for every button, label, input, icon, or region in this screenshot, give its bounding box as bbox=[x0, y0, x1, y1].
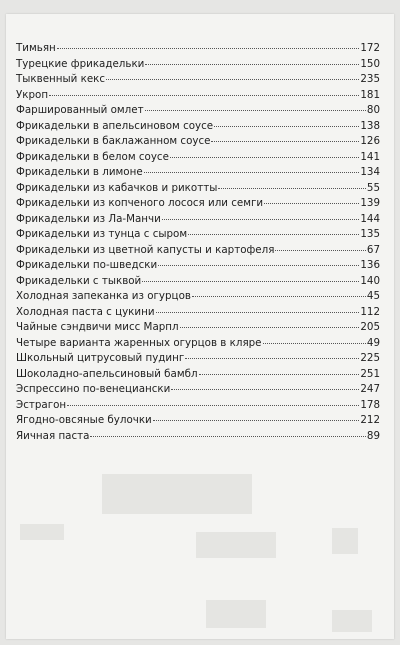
toc-entry-page-number: 80 bbox=[366, 104, 380, 117]
toc-entry bbox=[16, 258, 380, 274]
toc-dot-leader bbox=[264, 203, 359, 204]
toc-dot-leader bbox=[199, 374, 360, 375]
toc-entry bbox=[16, 150, 380, 166]
toc-entry-page-number: 247 bbox=[360, 383, 380, 396]
book-page bbox=[6, 14, 394, 639]
toc-entry-title: Фрикадельки в белом соусе bbox=[16, 150, 169, 163]
toc-entry-title: Тимьян bbox=[16, 42, 56, 54]
toc-entry-page-number: 172 bbox=[360, 42, 380, 54]
toc-entry bbox=[16, 41, 380, 57]
toc-entry bbox=[16, 165, 380, 181]
toc-entry-title: Фрикадельки из тунца с сыром bbox=[16, 228, 188, 241]
toc-entry-page-number: 89 bbox=[366, 429, 380, 442]
toc-entry bbox=[16, 336, 380, 352]
toc-entry-title: Фрикадельки с тыквой bbox=[16, 274, 142, 287]
toc-entry-title: Эспрессино по-венециански bbox=[16, 383, 171, 396]
toc-dot-leader bbox=[158, 265, 359, 266]
toc-entry bbox=[16, 274, 380, 290]
toc-entry bbox=[16, 181, 380, 197]
toc-entry bbox=[16, 227, 380, 243]
toc-entry bbox=[16, 212, 380, 228]
toc-entry-title: Фрикадельки из копченого лосося или семги bbox=[16, 197, 264, 210]
toc-entry-title: Ягодно-овсяные булочки bbox=[16, 414, 152, 427]
toc-entry bbox=[16, 72, 380, 88]
toc-entry-title: Фрикадельки из кабачков и рикотты bbox=[16, 181, 218, 194]
toc-entry-title: Фрикадельки в баклажанном соусе bbox=[16, 135, 211, 148]
toc-entry-page-number: 67 bbox=[366, 243, 380, 256]
toc-dot-leader bbox=[144, 172, 360, 173]
toc-entry-title: Холодная паста с цукини bbox=[16, 305, 155, 318]
toc-entry-page-number: 55 bbox=[366, 181, 380, 194]
toc-entry-page-number: 251 bbox=[360, 367, 380, 380]
toc-entry bbox=[16, 429, 380, 445]
toc-entry bbox=[16, 398, 380, 414]
toc-entry-page-number: 235 bbox=[360, 73, 380, 86]
toc-entry bbox=[16, 196, 380, 212]
toc-entry-page-number: 112 bbox=[360, 305, 380, 318]
toc-entry-page-number: 139 bbox=[360, 197, 380, 210]
toc-entry-title: Фрикадельки по-шведски bbox=[16, 259, 158, 272]
toc-dot-leader bbox=[170, 157, 359, 158]
toc-dot-leader bbox=[145, 110, 366, 111]
toc-dot-leader bbox=[171, 389, 359, 390]
toc-entry-title: Тыквенный кекс bbox=[16, 73, 106, 86]
toc-dot-leader bbox=[185, 358, 359, 359]
toc-entry bbox=[16, 413, 380, 429]
toc-entry bbox=[16, 305, 380, 321]
toc-entry-page-number: 181 bbox=[360, 88, 380, 101]
toc-entry-title: Укроп bbox=[16, 88, 49, 101]
toc-entry bbox=[16, 351, 380, 367]
toc-entry-page-number: 144 bbox=[360, 212, 380, 225]
toc-dot-leader bbox=[211, 141, 359, 142]
toc-entry bbox=[16, 320, 380, 336]
toc-entry bbox=[16, 382, 380, 398]
toc-entry-page-number: 140 bbox=[360, 274, 380, 287]
toc-entry bbox=[16, 367, 380, 383]
toc-dot-leader bbox=[162, 219, 360, 220]
toc-entry-title: Фаршированный омлет bbox=[16, 104, 144, 117]
toc-dot-leader bbox=[106, 79, 359, 80]
toc-dot-leader bbox=[67, 405, 359, 406]
toc-entry bbox=[16, 119, 380, 135]
toc-entry-title: Чайные сэндвичи мисс Марпл bbox=[16, 321, 179, 334]
toc-dot-leader bbox=[90, 436, 365, 437]
toc-dot-leader bbox=[180, 327, 360, 328]
toc-entry-title: Фрикадельки в апельсиновом соусе bbox=[16, 119, 214, 132]
toc-entry-page-number: 126 bbox=[360, 135, 380, 148]
toc-dot-leader bbox=[263, 343, 366, 344]
toc-entry bbox=[16, 103, 380, 119]
toc-entry-title: Турецкие фрикадельки bbox=[16, 57, 145, 70]
toc-entry-page-number: 45 bbox=[366, 290, 380, 303]
toc-dot-leader bbox=[49, 95, 359, 96]
table-of-contents-list bbox=[16, 41, 380, 444]
toc-entry-page-number: 141 bbox=[360, 150, 380, 163]
toc-dot-leader bbox=[57, 48, 360, 49]
toc-entry bbox=[16, 289, 380, 305]
toc-dot-leader bbox=[142, 281, 359, 282]
toc-entry-title: Фрикадельки из цветной капусты и картофеля bbox=[16, 243, 275, 256]
toc-entry bbox=[16, 88, 380, 104]
toc-entry-title: Эстрагон bbox=[16, 398, 67, 411]
toc-entry-title: Фрикадельки в лимоне bbox=[16, 166, 143, 179]
toc-entry-page-number: 135 bbox=[360, 228, 380, 241]
toc-entry-title: Четыре варианта жаренных огурцов в кляре bbox=[16, 336, 262, 349]
toc-entry-page-number: 205 bbox=[360, 321, 380, 334]
toc-dot-leader bbox=[218, 188, 366, 189]
toc-entry-title: Яичная паста bbox=[16, 429, 90, 442]
toc-entry-title: Шоколадно-апельсиновый бамбл bbox=[16, 367, 198, 380]
toc-entry bbox=[16, 243, 380, 259]
toc-dot-leader bbox=[145, 64, 359, 65]
toc-dot-leader bbox=[153, 420, 360, 421]
toc-dot-leader bbox=[214, 126, 359, 127]
toc-entry-page-number: 134 bbox=[360, 166, 380, 179]
toc-dot-leader bbox=[188, 234, 359, 235]
toc-entry-title: Фрикадельки из Ла-Манчи bbox=[16, 212, 161, 225]
toc-entry-page-number: 212 bbox=[360, 414, 380, 427]
toc-entry-page-number: 150 bbox=[360, 57, 380, 70]
toc-entry-page-number: 178 bbox=[360, 398, 380, 411]
toc-entry-title: Школьный цитрусовый пудинг bbox=[16, 352, 185, 365]
toc-entry bbox=[16, 134, 380, 150]
toc-dot-leader bbox=[156, 312, 360, 313]
toc-dot-leader bbox=[192, 296, 366, 297]
toc-dot-leader bbox=[275, 250, 365, 251]
toc-entry-page-number: 49 bbox=[366, 336, 380, 349]
toc-entry-title: Холодная запеканка из огурцов bbox=[16, 290, 191, 303]
toc-entry-page-number: 225 bbox=[360, 352, 380, 365]
toc-entry bbox=[16, 57, 380, 73]
toc-entry-page-number: 138 bbox=[360, 119, 380, 132]
toc-entry-page-number: 136 bbox=[360, 259, 380, 272]
